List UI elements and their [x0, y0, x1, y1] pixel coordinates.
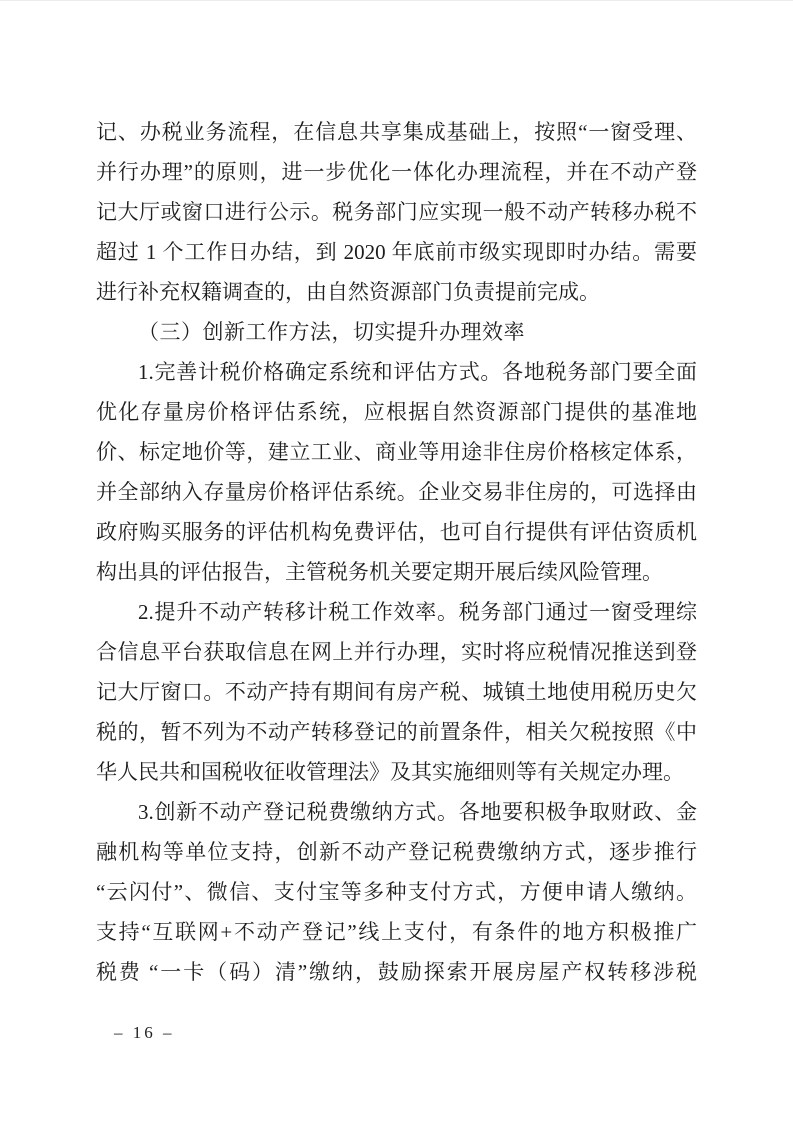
text-line: 税的，暂不列为不动产转移登记的前置条件，相关欠税按照《中	[96, 720, 697, 744]
text-line: 优化存量房价格评估系统，应根据自然资源部门提供的基准地	[96, 400, 697, 424]
text-line: 3.创新不动产登记税费缴纳方式。各地要积极争取财政、金	[138, 800, 697, 824]
text-line: 构出具的评估报告，主管税务机关要定期开展后续风险管理。	[96, 560, 663, 584]
page-footer	[114, 1020, 175, 1046]
text-line: “云闪付”、微信、支付宝等多种支付方式，方便申请人缴纳。	[96, 880, 697, 904]
scan-edge-artifact	[0, 0, 793, 1]
text-line: 税费 “一卡（码）清”缴纳，鼓励探索开展房屋产权转移涉税	[96, 960, 697, 984]
text-line: 并行办理”的原则，进一步优化一体化办理流程，并在不动产登	[96, 160, 697, 184]
text-line: 政府购买服务的评估机构免费评估，也可自行提供有评估资质机	[96, 520, 697, 544]
text-line: 支持“互联网+不动产登记”线上支付，有条件的地方积极推广	[96, 920, 697, 944]
text-line: 价、标定地价等，建立工业、商业等用途非住房价格核定体系，	[96, 440, 697, 464]
text-line: （三）创新工作方法，切实提升办理效率	[138, 320, 525, 344]
text-line: 记大厅窗口。不动产持有期间有房产税、城镇土地使用税历史欠	[96, 680, 697, 704]
text-line: 合信息平台获取信息在网上并行办理，实时将应税情况推送到登	[96, 640, 697, 664]
text-line: 1.完善计税价格确定系统和评估方式。各地税务部门要全面	[138, 360, 697, 384]
text-line: 进行补充权籍调查的，由自然资源部门负责提前完成。	[96, 280, 600, 304]
text-line: 超过 1 个工作日办结，到 2020 年底前市级实现即时办结。需要	[96, 240, 697, 264]
document-body	[96, 112, 697, 992]
page-number: – 16 –	[114, 1023, 175, 1042]
text-line: 并全部纳入存量房价格评估系统。企业交易非住房的，可选择由	[96, 480, 697, 504]
text-line: 融机构等单位支持，创新不动产登记税费缴纳方式，逐步推行	[96, 840, 697, 864]
text-line: 2.提升不动产转移计税工作效率。税务部门通过一窗受理综	[138, 600, 697, 624]
text-line: 华人民共和国税收征收管理法》及其实施细则等有关规定办理。	[96, 760, 684, 784]
text-line: 记、办税业务流程，在信息共享集成基础上，按照“一窗受理、	[96, 120, 697, 144]
text-line: 记大厅或窗口进行公示。税务部门应实现一般不动产转移办税不	[96, 200, 697, 224]
